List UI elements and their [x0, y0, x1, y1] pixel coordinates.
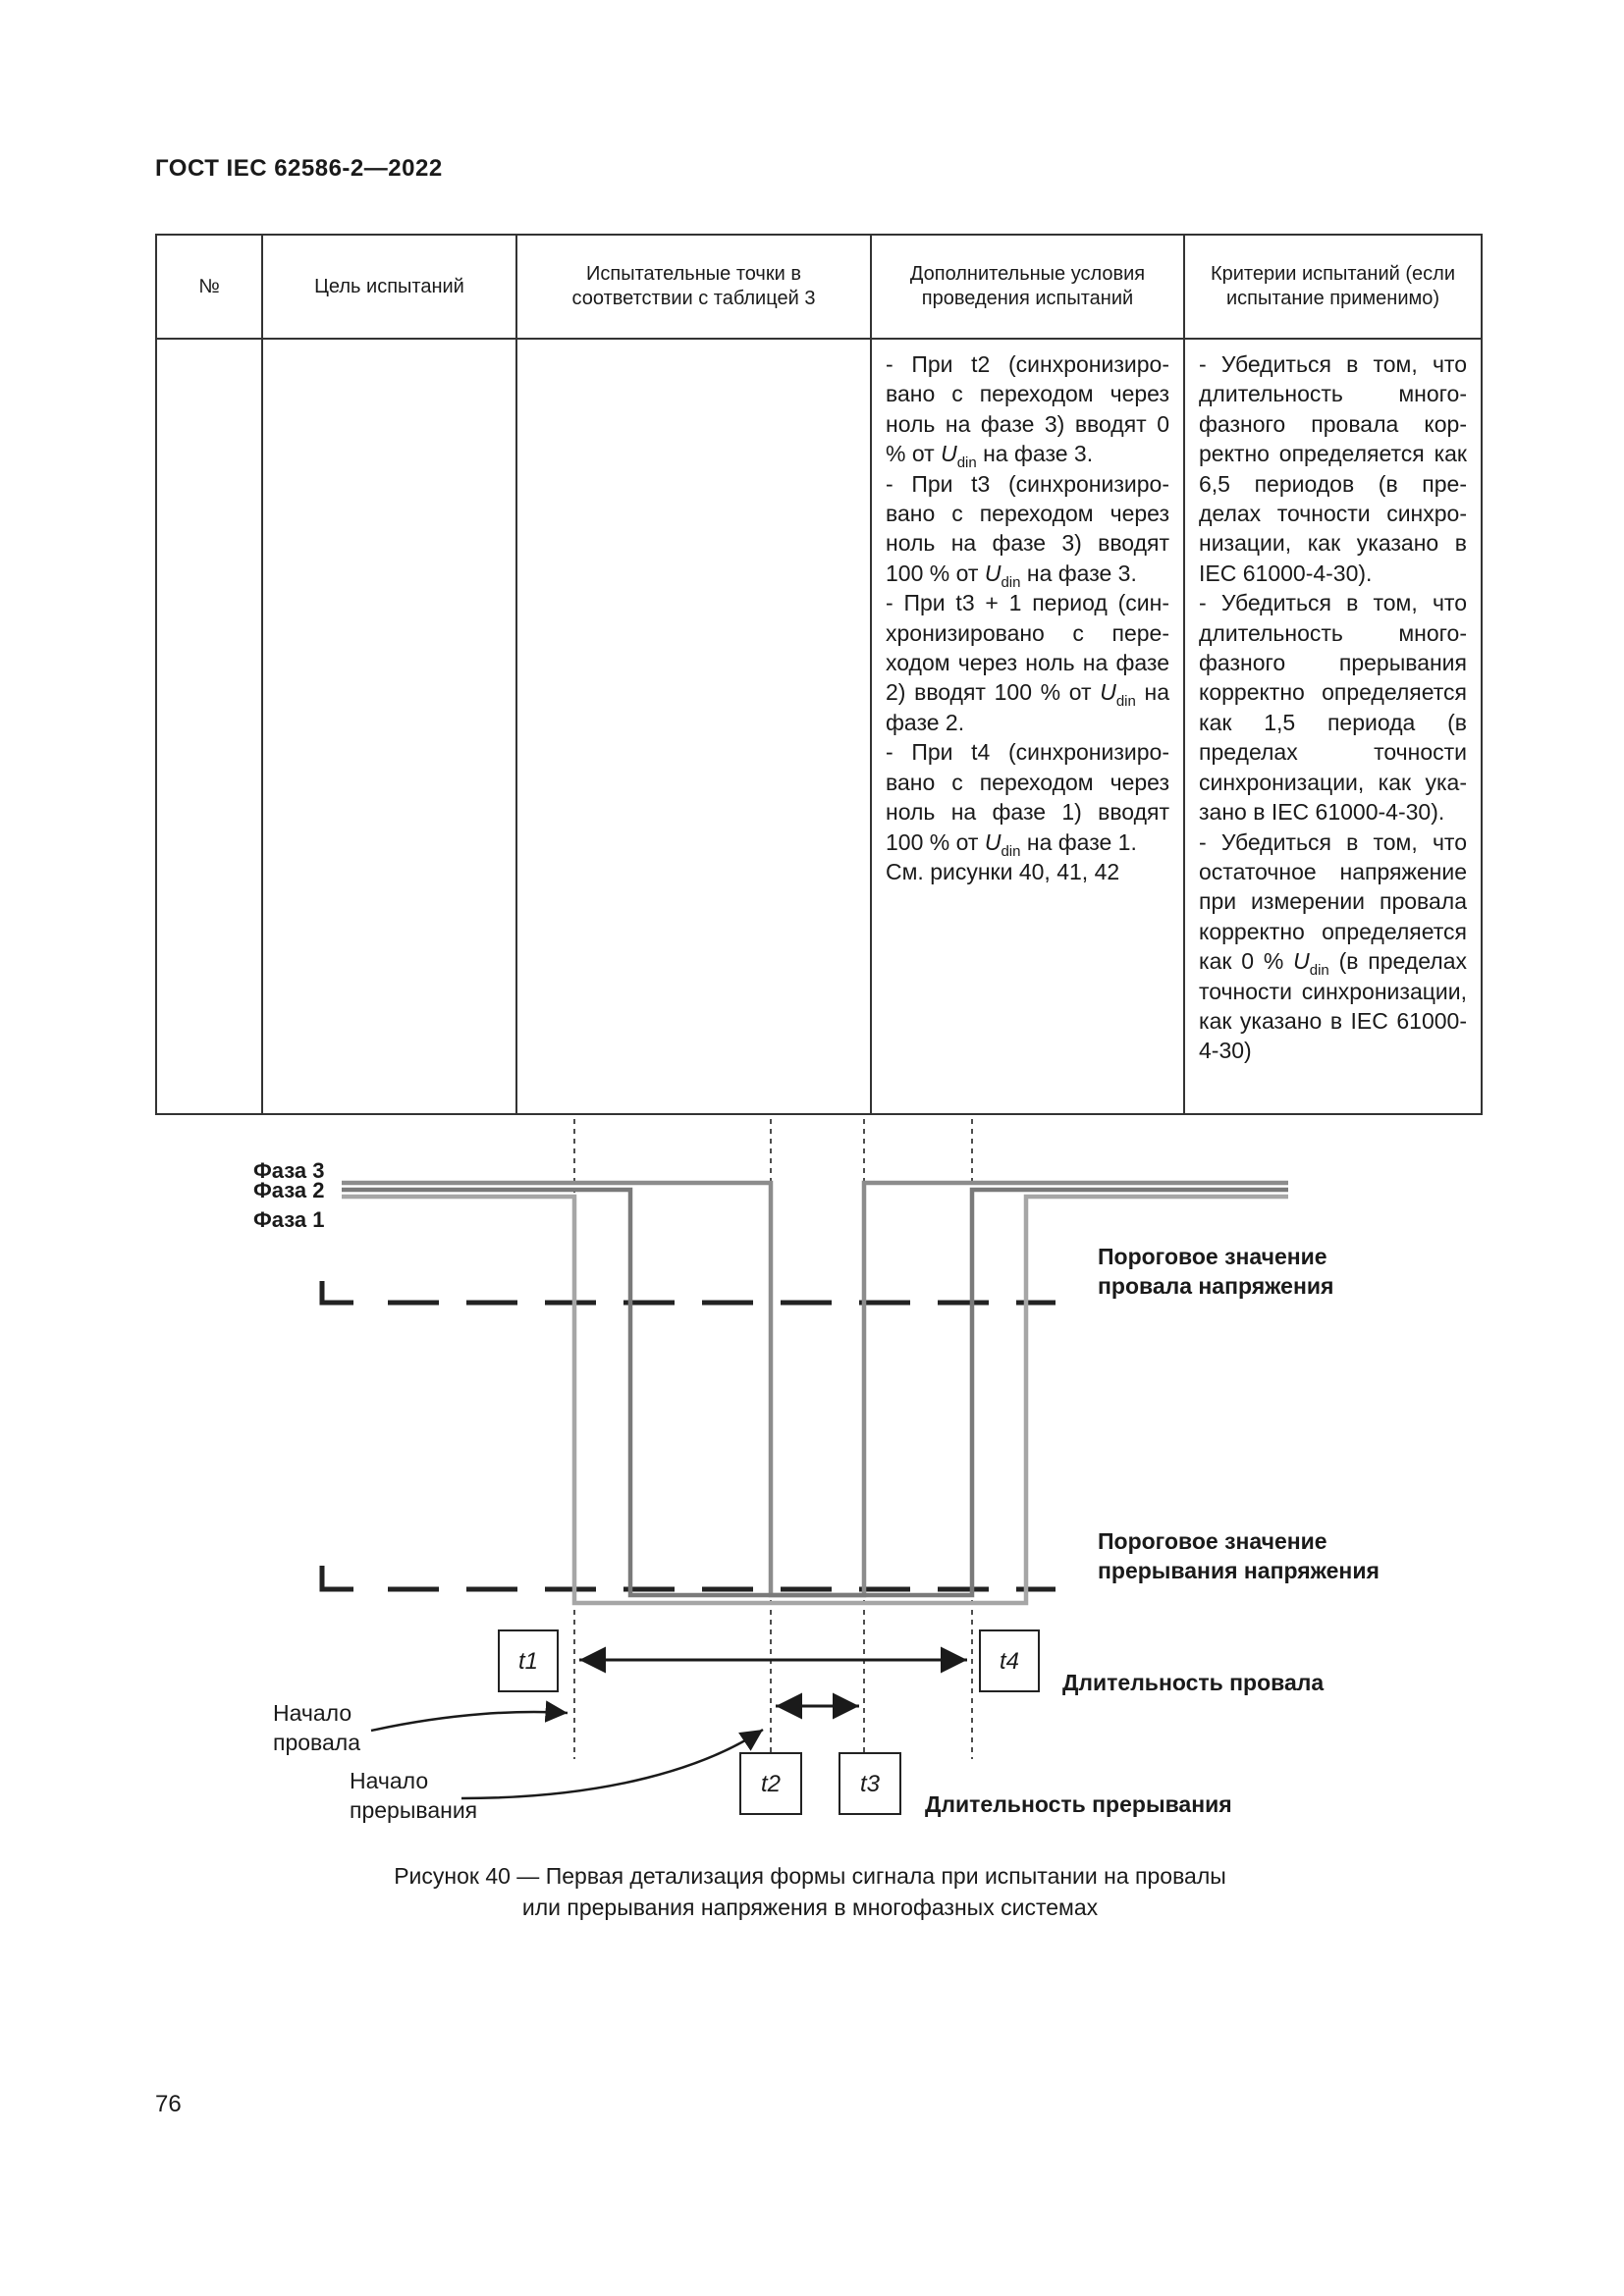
column-header-purpose: Цель испытаний [262, 235, 516, 339]
t3-label: t3 [859, 1771, 881, 1797]
dip-start-pointer [371, 1712, 568, 1731]
column-header-criteria: Критерии испытаний (если испытание применимо) [1184, 235, 1482, 339]
condition-t3: - При t3 (синхронизировано с переходом через ноль на фазе 3) вводят 100 % от $U_{din}$ на фазе 3. [886, 470, 1169, 591]
interruption-threshold-label-2: прерывания напряжения [1098, 1558, 1380, 1583]
table-row [156, 339, 1482, 1114]
phase-1-label: Фаза 1 [253, 1207, 325, 1232]
t2-label: t2 [760, 1771, 782, 1797]
column-header-test-points: Испытательные точки в соответствии с таблицей 3 [516, 235, 871, 339]
interruption-start-pointer [461, 1730, 763, 1798]
column-header-conditions: Дополнительные условия проведения испытаний [871, 235, 1184, 339]
cell-conditions [871, 339, 1184, 1114]
cell-test-points [516, 339, 871, 1114]
column-header-number: № [156, 235, 262, 339]
dip-start-label-1: Начало [273, 1700, 352, 1726]
document-header: ГОСТ IEC 62586-2—2022 [155, 155, 443, 182]
cell-criteria [1184, 339, 1482, 1114]
time-markers [574, 1119, 972, 1759]
threshold-lines [322, 1281, 1056, 1589]
interruption-start-label-2: прерывания [350, 1797, 478, 1823]
caption-line-1: Рисунок 40 — Первая детализация формы сигнала при испытании на провалы [394, 1863, 1226, 1889]
interruption-duration-label: Длительность прерывания [925, 1791, 1232, 1817]
criterion-interruption-duration: - Убедиться в том, что длительность многофазного прерывания корректно определяется как 1,5 периода (в пределах точности синхронизации, как указано в IEC 61000-4-30). [1199, 590, 1467, 826]
condition-t4: - При t4 (синхронизировано с переходом через ноль на фазе 1) вводят 100 % от $U_{din}$ на фазе 1. [886, 739, 1169, 860]
phase-3-label: Фаза 3 [253, 1158, 325, 1183]
figure-caption [295, 1860, 1326, 1923]
table-header-row [156, 235, 1482, 339]
dip-duration-label: Длительность провала [1062, 1670, 1325, 1695]
condition-figure-ref: См. рисунки 40, 41, 42 [886, 858, 1120, 884]
interruption-threshold-corner [322, 1566, 353, 1589]
dip-start-label-2: провала [273, 1730, 361, 1755]
test-table [155, 234, 1483, 1115]
dip-threshold-label-1: Пороговое значение [1098, 1244, 1327, 1269]
condition-t2: - При t2 (синхронизировано с переходом через ноль на фазе 3) вводят 0 % от $U_{din}$ на фазе 3. [886, 351, 1169, 472]
dip-threshold-corner [322, 1281, 353, 1303]
condition-t3-plus-1: - При t3 + 1 период (синхронизировано с переходом через ноль на фазе 2) вводят 100 % от $U_{din}$ на фазе 2. [886, 590, 1169, 735]
phase-2-label: Фаза 2 [253, 1178, 325, 1202]
t4-label: t4 [999, 1648, 1020, 1675]
dip-threshold-label-2: провала напряжения [1098, 1273, 1334, 1299]
criterion-dip-duration: - Убедиться в том, что длительность многофазного провала корректно определяется как 6,5 периодов (в пределах точности синхронизации, как указано в IEC 61000-4-30). [1199, 351, 1467, 586]
t1-label: t1 [517, 1648, 539, 1675]
criterion-residual-voltage: - Убедиться в том, что остаточное напряжение при измерении провала корректно определяется как 0 % $U_{din}$ (в пределах точности синхронизации, как указано в IEC 61000-4-30) [1199, 828, 1467, 1064]
page-number: 76 [155, 2091, 182, 2117]
waveform-figure [0, 1099, 1624, 1845]
interruption-start-label-1: Начало [350, 1768, 429, 1793]
caption-line-2: или прерывания напряжения в многофазных системах [521, 1895, 1099, 1920]
cell-number [156, 339, 262, 1114]
cell-purpose [262, 339, 516, 1114]
interruption-threshold-label-1: Пороговое значение [1098, 1528, 1327, 1554]
